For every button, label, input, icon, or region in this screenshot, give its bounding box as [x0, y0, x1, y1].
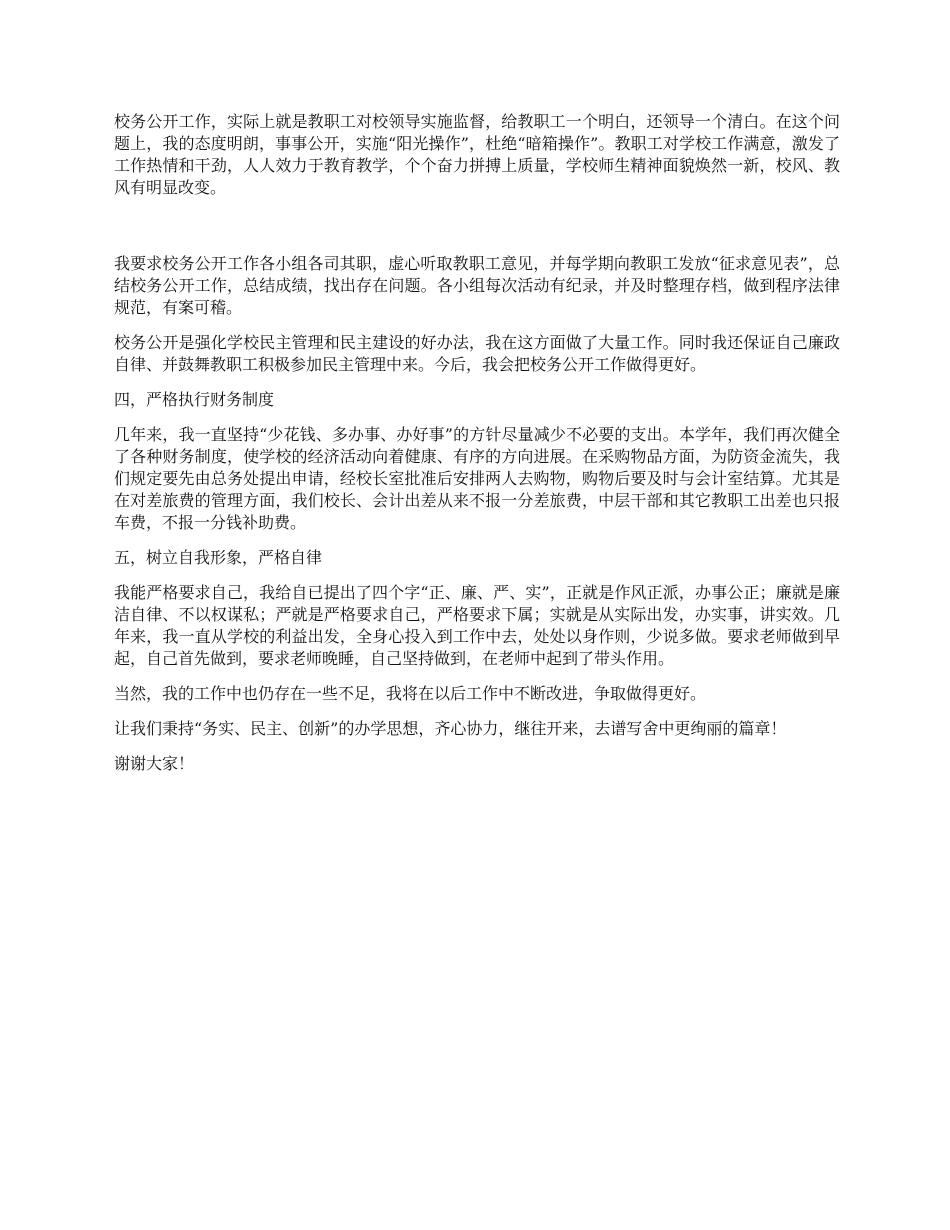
paragraph-democratic-management: 校务公开是强化学校民主管理和民主建设的好办法，我在这方面做了大量工作。同时我还保证自己廉政自律、并鼓舞教职工积极参加民主管理中来。今后，我会把校务公开工作做得更好。: [114, 333, 840, 374]
paragraph-shortcomings: 当然，我的工作中也仍存在一些不足，我将在以后工作中不断改进，争取做得更好。: [114, 684, 707, 703]
document-body: [114, 111, 840, 788]
paragraph-closing-call: 让我们秉持“务实、民主、创新”的办学思想，齐心协力，继往开来，去谱写舍中更绚丽的篇章！: [114, 719, 787, 738]
section-heading-self-image: 五，树立自我形象，严格自律: [114, 548, 323, 567]
paragraph-finance: 几年来，我一直坚持“少花钱、多办事、办好事”的方针尽量减少不必要的支出。本学年，我们再次健全了各种财务制度，使学校的经济活动向着健康、有序的方向进展。在采购物品方面，为防资金流失，我们规定要先由总务处提出申请，经校长室批准后安排两人去购物，购物后要及时与会计室结算。尤其是在对差旅费的管理方面，我们校长、会计出差从来不报一分差旅费，中层干部和其它教职工出差也只报车费，不报一分钱补助费。: [114, 425, 840, 532]
paragraph-self-discipline: 我能严格要求自己，我给自已提出了四个字“正、廉、严、实”，正就是作风正派，办事公正；廉就是廉洁自律、不以权谋私；严就是严格要求自己，严格要求下属；实就是从实际出发，办实事，讲实效。几年来，我一直从学校的利益出发，全身心投入到工作中去，处处以身作则，少说多做。要求老师做到早起，自己首先做到，要求老师晚睡，自己坚持做到，在老师中起到了带头作用。: [114, 583, 840, 668]
section-heading-finance: 四，严格执行财务制度: [114, 390, 275, 409]
paragraph-disclosure-supervision: 校务公开工作，实际上就是教职工对校领导实施监督，给教职工一个明白，还领导一个清白。在这个问题上，我的态度明朗，事事公开，实施“阳光操作”，杜绝“暗箱操作”。教职工对学校工作满意，激发了工作热情和干劲，人人效力于教育教学，个个奋力拼搏上质量，学校师生精神面貌焕然一新，校风、教风有明显改变。: [114, 112, 840, 197]
paragraph-disclosure-groups: 我要求校务公开工作各小组各司其职，虚心听取教职工意见，并每学期向教职工发放“征求意见表”，总结校务公开工作，总结成绩，找出存在问题。各小组每次活动有纪录，并及时整理存档，做到程序法律规范，有案可稽。: [114, 254, 840, 317]
paragraph-thanks: 谢谢大家！: [114, 754, 195, 773]
